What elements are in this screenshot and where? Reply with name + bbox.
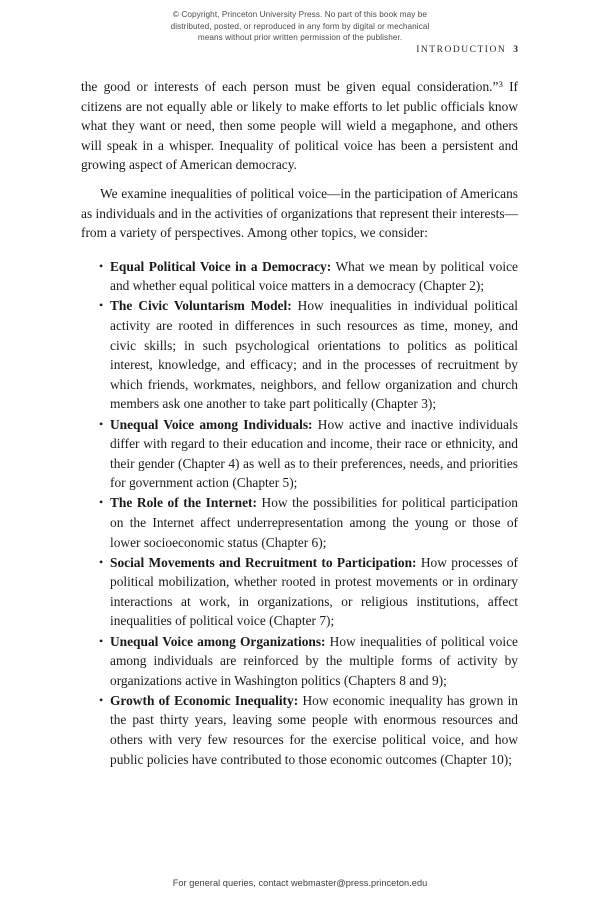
bullet-icon: • <box>99 554 104 569</box>
list-item <box>100 296 518 414</box>
list-item-description: How inequalities in individual political activity are rooted in differences in such resources as time, money, and civic skills; in such psychological orientations to politics as political interest, knowledge, and efficacy; and in the processes of recruitment by which friends, workmates, neighbors, and fellow organization and church members ask one another to take part politically (Chapter 3); <box>110 298 518 412</box>
footnote-reference-3[interactable]: 3 <box>498 78 503 89</box>
paragraph-we-examine: We examine inequalities of political voice—in the participation of Americans as individuals and in the activities of organizations that represent their interests—from a variety of perspectives. Among other topics, we consider: <box>81 185 518 241</box>
list-item-term: The Role of the Internet: <box>110 495 257 511</box>
copyright-line-2: distributed, posted, or reproduced in any form by digital or mechanical <box>170 21 430 31</box>
bullet-icon: • <box>99 495 104 510</box>
list-item-description: What we mean by political voice and whether equal political voice matters in a democracy (Chapter 2); <box>110 258 518 294</box>
copyright-line-1: © Copyright, Princeton University Press. No part of this book may be <box>172 10 428 19</box>
bullet-icon: • <box>99 416 104 431</box>
running-head-label: INTRODUCTION <box>416 45 507 55</box>
list-item-description: How economic inequality has grown in the past thirty years, leaving some people with enormous resources and others with very few resources for the exercise political voice, and how public policies have contributed to those economic outcomes (Chapter 10); <box>110 692 518 767</box>
list-item-description: How active and inactive individuals differ with regard to their education and income, their race or ethnicity, and their gender (Chapter 4) as well as to their preferences, needs, and priorities for government action (Chapter 5); <box>110 416 518 491</box>
copyright-notice <box>0 9 600 44</box>
list-item-term: Growth of Economic Inequality: <box>110 692 299 708</box>
list-item-term: Unequal Voice among Individuals: <box>110 416 313 432</box>
paragraph-continued-text-after-note: If citizens are not equally able or likely to make efforts to let public officials know what they want or need, then some people will wield a megaphone, and others will speak in a whisper. Inequality of political voice has been a persistent and growing aspect of American democracy. <box>81 79 518 173</box>
text-column <box>81 77 518 770</box>
list-item <box>100 415 518 493</box>
running-head <box>416 45 518 55</box>
topics-list <box>81 257 518 769</box>
list-item-description: How the possibilities for political participation on the Internet affect underrepresentation among the young or those of lower socioeconomic status (Chapter 6); <box>110 495 518 550</box>
list-item-term: Equal Political Voice in a Democracy: <box>110 258 332 274</box>
list-item-description: How inequalities of political voice among individuals are reinforced by the multiple forms of activity by organizations active in Washington politics (Chapters 8 and 9); <box>110 633 518 688</box>
list-item <box>100 493 518 552</box>
list-item <box>100 553 518 631</box>
list-item-term: Unequal Voice among Organizations: <box>110 633 326 649</box>
bullet-icon: • <box>99 258 104 273</box>
page-number: 3 <box>513 45 518 55</box>
bullet-icon: • <box>99 692 104 707</box>
list-item-term: Social Movements and Recruitment to Participation: <box>110 554 417 570</box>
paragraph-continued <box>81 77 518 175</box>
copyright-line-3: means without prior written permission of the publisher. <box>197 33 403 43</box>
bullet-icon: • <box>99 298 104 313</box>
list-item <box>100 691 518 769</box>
bullet-icon: • <box>99 633 104 648</box>
paragraph-continued-text-before-note: the good or interests of each person must be given equal consideration.” <box>81 79 499 94</box>
list-item <box>100 257 518 296</box>
page-footer: For general queries, contact webmaster@press.princeton.edu <box>172 878 428 888</box>
list-item-description: How processes of political mobilization, whether rooted in protest movements or in ordinary interactions at work, in organizations, or religious institutions, affect inequalities of political voice (Chapter 7); <box>110 554 518 629</box>
list-item <box>100 632 518 691</box>
list-item-term: The Civic Voluntarism Model: <box>110 298 292 314</box>
